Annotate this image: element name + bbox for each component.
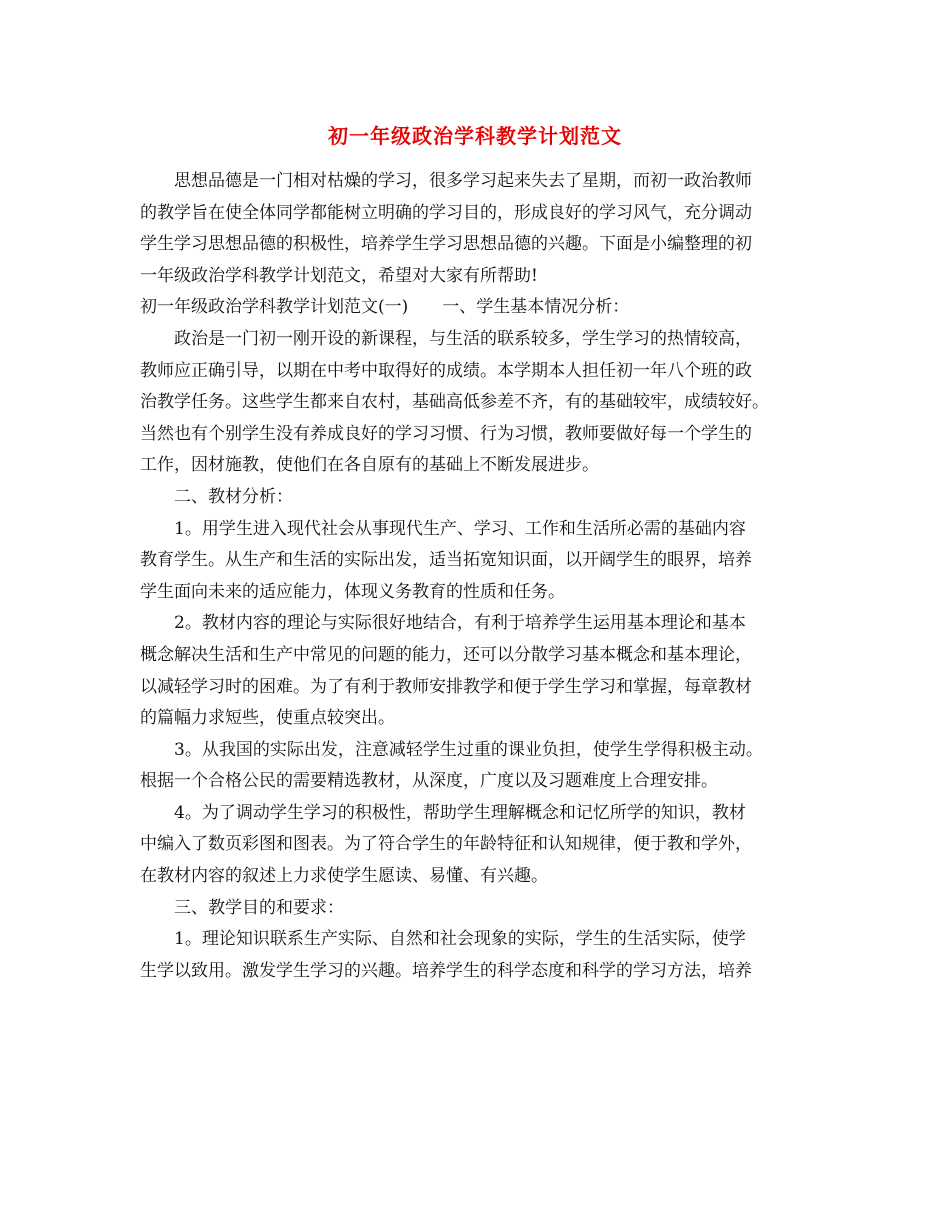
text-line: 学生学习思想品德的积极性，培养学生学习思想品德的兴趣。下面是小编整理的初	[140, 234, 752, 255]
text-line: 3。从我国的实际出发，注意减轻学生过重的课业负担，使学生学得积极主动。	[174, 739, 763, 760]
text-line: 教师应正确引导，以期在中考中取得好的成绩。本学期本人担任初一年八个班的政	[140, 360, 752, 381]
subtitle-text: 初一年级政治学科教学计划范文(一)	[140, 297, 409, 318]
text-line: 治教学任务。这些学生都来自农村，基础高低参差不齐，有的基础较牢，成绩较好。	[140, 392, 769, 413]
text-line: 4。为了调动学生学习的积极性，帮助学生理解概念和记忆所学的知识，教材	[174, 802, 746, 823]
text-line: 在教材内容的叙述上力求使学生愿读、易懂、有兴趣。	[140, 866, 548, 887]
text-line: 一年级政治学科教学计划范文，希望对大家有所帮助!	[140, 265, 538, 286]
text-line: 思想品德是一门相对枯燥的学习，很多学习起来失去了星期，而初一政治教师	[174, 171, 752, 191]
text-line: 生学以致用。激发学生学习的兴趣。培养学生的科学态度和科学的学习方法，培养	[140, 960, 752, 981]
text-line: 的教学旨在使全体同学都能树立明确的学习目的，形成良好的学习风气，充分调动	[140, 202, 752, 223]
text-line: 以减轻学习时的困难。为了有利于教师安排教学和便于学生学习和掌握，每章教材	[140, 676, 752, 697]
text-line: 根据一个合格公民的需要精选教材，从深度，广度以及习题难度上合理安排。	[140, 771, 718, 792]
text-line: 的篇幅力求短些，使重点较突出。	[140, 708, 395, 729]
text-line: 政治是一门初一刚开设的新课程，与生活的联系较多，学生学习的热情较高，	[174, 328, 752, 349]
document-body	[140, 166, 830, 987]
text-line: 2。教材内容的理论与实际很好地结合，有利于培养学生运用基本理论和基本	[174, 613, 746, 634]
text-line: 当然也有个别学生没有养成良好的学习习惯、行为习惯，教师要做好每一个学生的	[140, 423, 752, 444]
section-heading-line	[140, 292, 830, 324]
section-heading: 一、学生基本情况分析：	[442, 297, 630, 318]
text-line: 工作，因材施教，使他们在各自原有的基础上不断发展进步。	[140, 455, 599, 476]
document-title: 初一年级政治学科教学计划范文	[328, 124, 622, 148]
text-line: 中编入了数页彩图和图表。为了符合学生的年龄特征和认知规律，便于教和学外，	[140, 834, 752, 855]
text-line: 概念解决生活和生产中常见的问题的能力，还可以分散学习基本概念和基本理论，	[140, 644, 752, 665]
text-line: 1。理论知识联系生产实际、自然和社会现象的实际，学生的生活实际，使学	[174, 929, 746, 950]
section-heading: 三、教学目的和要求：	[174, 897, 344, 918]
section-heading: 二、教材分析：	[174, 486, 293, 507]
text-line: 学生面向未来的适应能力，体现义务教育的性质和任务。	[140, 581, 565, 602]
text-line: 教育学生。从生产和生活的实际出发，适当拓宽知识面，以开阔学生的眼界，培养	[140, 550, 752, 571]
text-line: 1。用学生进入现代社会从事现代生产、学习、工作和生活所必需的基础内容	[174, 518, 746, 539]
